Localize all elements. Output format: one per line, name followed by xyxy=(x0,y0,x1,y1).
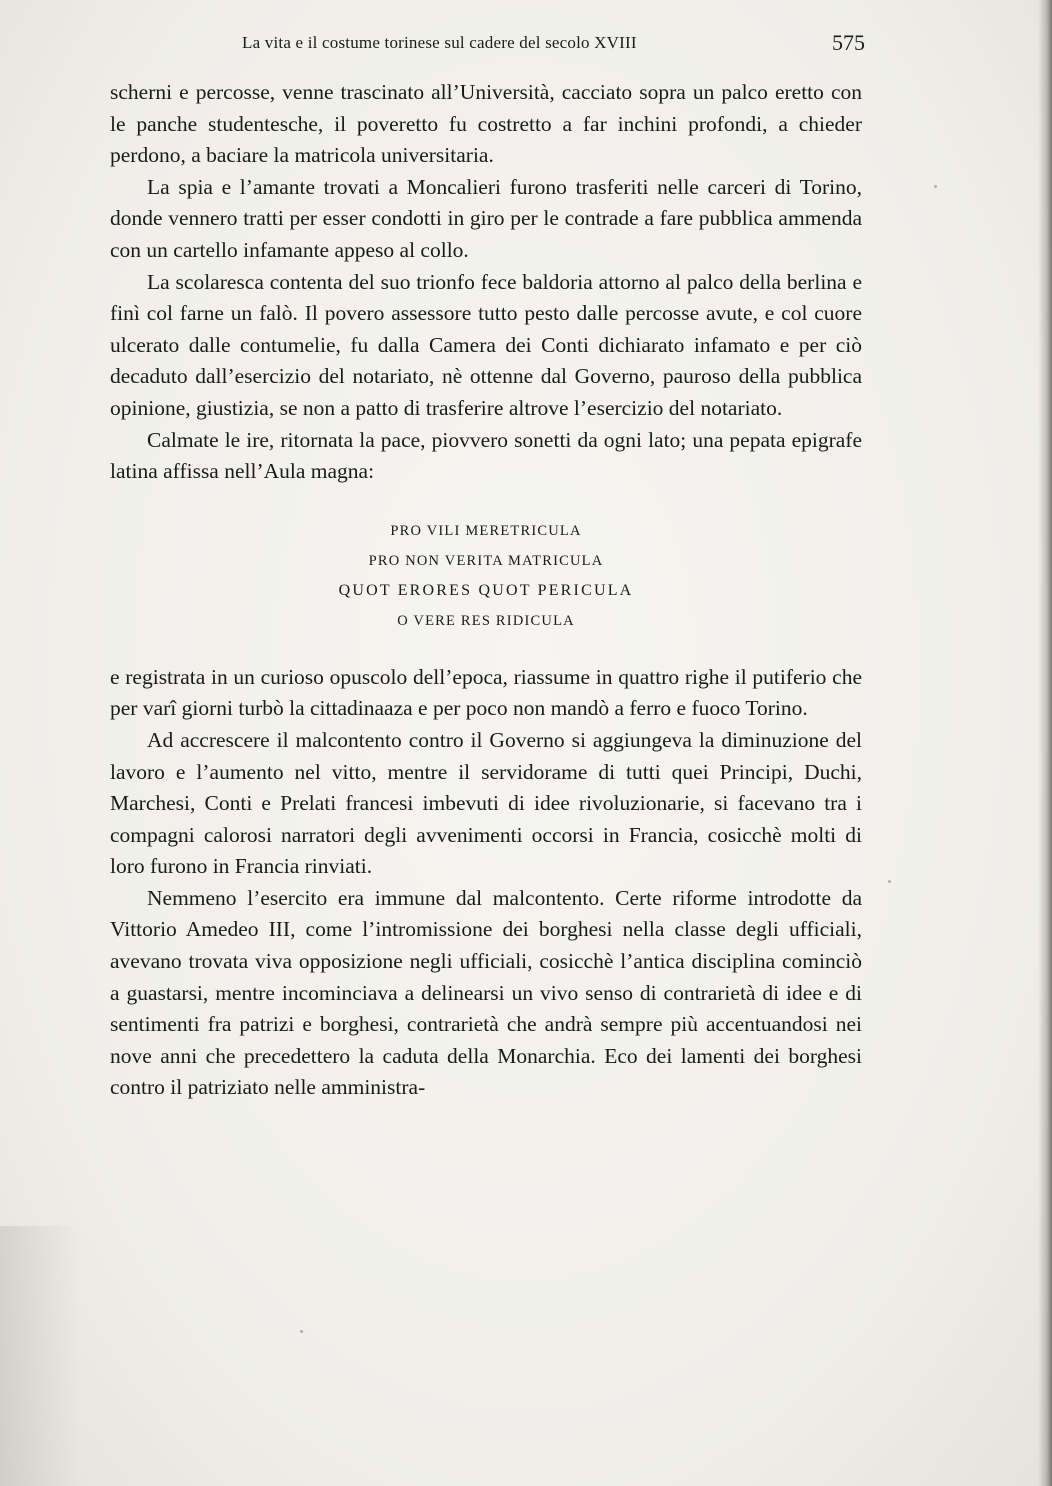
page-edge-shadow xyxy=(1038,0,1052,1486)
paragraph-spy: La spia e l’amante trovati a Moncalieri furono trasferiti nelle carceri di Torino, donde vennero tratti per esser condotti in giro per le contrade a fare pubblica ammenda con un cartello infamante appeso al collo. xyxy=(110,174,862,262)
paragraph-registered: e registrata in un curioso opuscolo dell’epoca, riassume in quattro righe il putiferio che per varî giorni turbò la cittadinaaza e per poco non mandò a ferro e fuoco Torino. xyxy=(110,664,862,721)
page-corner-shadow xyxy=(0,1226,80,1486)
scan-speck xyxy=(934,185,937,188)
epigraph-line: QUOT ERORES QUOT PERICULA xyxy=(338,581,634,599)
paragraph-army: Nemmeno l’esercito era immune dal malcontento. Certe riforme introdotte da Vittorio Amedeo III, come l’intromissione dei borghesi nella classe degli ufficiali, avevano trovata viva opposizione negli ufficiali, cosicchè l’antica disciplina cominciò a guastarsi, mentre incominciava a delinearsi un vivo senso di contrarietà di idee e di sentimenti fra patrizi e borghesi, contrarietà che andrà sempre più accentuandosi nei nove anni che precedettero la caduta della Monarchia. Eco dei lamenti dei borghesi contro il patriziato nelle amministra- xyxy=(110,885,862,1100)
running-title: La vita e il costume torinese sul cadere del secolo XVIII xyxy=(242,33,637,52)
scan-speck xyxy=(300,1330,303,1333)
paragraph-sonnets: Calmate le ire, ritornata la pace, piovvero sonetti da ogni lato; una pepata epigrafe latina affissa nell’Aula magna: xyxy=(110,427,862,484)
page-number: 575 xyxy=(832,30,865,55)
epigraph-line: PRO VILI MERETRICULA xyxy=(390,522,582,539)
paragraph-continuation: scherni e percosse, venne trascinato all’Università, cacciato sopra un palco eretto con le panche studentesche, il poveretto fu costretto a far inchini profondi, a chieder perdono, a baciare la matricola universitaria. xyxy=(110,80,862,168)
paragraph-discontent: Ad accrescere il malcontento contro il Governo si aggiungeva la diminuzione del lavoro e l’aumento nel vitto, mentre il servidorame di tutti quei Principi, Duchi, Marchesi, Conti e Prelati francesi imbevuti di idee rivoluzionarie, si facevano tra i compagni calorosi narratori degli avvenimenti occorsi in Francia, cosicchè molti di loro furono in Francia rinviati. xyxy=(110,727,862,879)
epigraph-line: O VERE RES RIDICULA xyxy=(397,612,575,629)
scan-speck xyxy=(888,880,891,883)
latin-epigraph xyxy=(110,516,862,636)
paragraph-students: La scolaresca contenta del suo trionfo fece baldoria attorno al palco della berlina e finì col farne un falò. Il povero assessore tutto pesto dalle percosse avute, e col cuore ulcerato dalle contumelie, fu dalla Camera dei Conti dichiarato infamato e per ciò decaduto dall’esercizio del notariato, nè ottenne dal Governo, pauroso della pubblica opinione, giustizia, se non a patto di trasferire altrove l’esercizio del notariato. xyxy=(110,269,862,420)
epigraph-line: PRO NON VERITA MATRICULA xyxy=(368,552,604,569)
body-text xyxy=(110,77,862,1104)
running-head xyxy=(110,30,865,60)
